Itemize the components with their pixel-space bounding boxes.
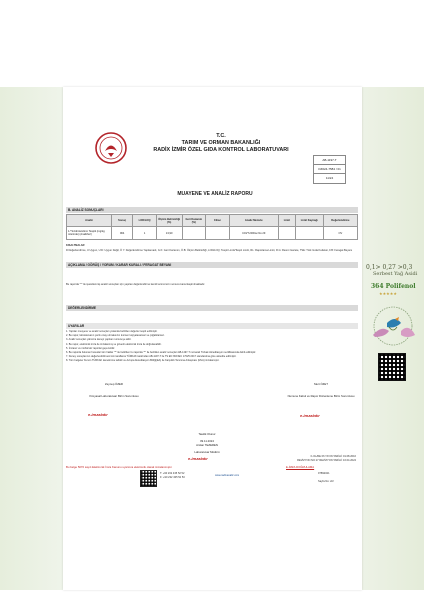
cell-evaluation: OV (323, 227, 357, 240)
polyphenol-value: 364 Polifenol (371, 283, 416, 290)
warning-item: 4. Bu rapor, elektronik imza ile imzalanmış ve güvenli elektronik imza ile doğrulanabilir. (66, 342, 162, 346)
right-signer-title: Numune Kabul ve Rapor Düzenleme Birim Sorumlusu (287, 394, 355, 398)
phone-2: F: +90 232 435 52 53 (160, 476, 185, 479)
cell-device (206, 227, 230, 240)
page-number: Sayfa No: 2/2 (318, 480, 334, 483)
section-warnings: UYARILAR (66, 323, 358, 329)
right-signature-block (286, 382, 356, 398)
center-signature-block (172, 432, 242, 454)
meta-report-number: OZ024-7584 / 01 (314, 165, 345, 174)
abbreviations-label: KISALTMALAR (66, 244, 85, 247)
side-qr-code (378, 353, 406, 381)
reference-number: 97892021 (318, 472, 330, 475)
asterisk-note: Bu raporda "*" ile işaretlenmiş analiz sonuçları için yapılan değerlendirme kendi tarımımızın sonucu kanunlaştırılmaktadır. (66, 283, 206, 286)
col-result: Sonuç (111, 215, 132, 227)
table-row (67, 227, 358, 240)
col-uncertainty: Ölçüm Belirsizliği (%) (156, 215, 182, 227)
left-background-band (0, 87, 63, 590)
contact-block (160, 472, 185, 480)
section-evaluation: DEĞERLENDİRME (66, 305, 358, 311)
col-evaluation: Değerlendirme (323, 215, 357, 227)
verification-qr-code (140, 470, 157, 487)
form-code-block (280, 455, 356, 463)
left-signer-name: Zeynep ÖZER (105, 382, 123, 386)
e-signature-notice: Bu belge 5070 sayılı Elektronik İmza Kanunu uyarınca elektronik olarak imzalanmıştır. (66, 465, 173, 469)
cell-analysis: 1-*Sızdırılandırıcı Tespiti (mg/kg üzerinde) (Analizleri) (67, 227, 112, 240)
results-table (66, 214, 358, 240)
rating-stars-icon: ★★★★★ (379, 291, 397, 296)
header-lab: RADİX İZMİR ÖZEL GIDA KONTROL LABORATUVARI (153, 147, 289, 153)
warning-item: 1. Yapılan muayene ve analiz sonuçları yukarıda belirtilen değerler tespit edilmiştir. (66, 330, 158, 333)
ministry-seal-icon (94, 131, 128, 165)
results-header-row (67, 215, 358, 227)
warning-item: 8. Tüm belgeler Kurum TÜRKAK denetimine tabidir ve Avrupa Akreditasyon Birliği(EA) ile Karşılıklı Tanınma Anlaşması (MLA) imzalamıştır. (66, 359, 220, 363)
phone-1: T: +90 232 435 52 52 (160, 472, 185, 475)
report-title: MUAYENE VE ANALİZ RAPORU (177, 191, 253, 197)
cell-limit-source (295, 227, 323, 240)
center-signer-title: Laboratuvar Müdürü (194, 450, 220, 454)
bird-badge-icon (367, 305, 419, 347)
col-recovery: Geri Kazanım (%) (182, 215, 206, 227)
warnings-list (66, 330, 358, 364)
header-ministry: TARIM VE ORMAN BAKANLIĞI (181, 140, 261, 146)
center-einz-stamp: e-imzalıdır (188, 456, 208, 461)
center-date: 09.11.2024 (200, 439, 214, 443)
right-einz-stamp: e-imzalıdır (300, 413, 320, 418)
col-analysis: Analiz (67, 215, 112, 227)
cell-limit (278, 227, 295, 240)
cell-lod: 1 (133, 227, 157, 240)
warning-item: 3. Analiz sonuçları yalnızca deneyi yapılan numuneye aittir. (66, 338, 132, 342)
acidity-ratio: 0,1> 0,27 >0,3 (366, 264, 413, 271)
warning-item: 2. Bu rapor, laboratuvarın yazılı onayı olmaksızın kısmen kopyalanamaz ve çoğaltılamaz. (66, 334, 165, 338)
center-issue-label: Tasdik Olunur (198, 432, 216, 436)
section-notes: AÇIKLAMA / GÖRÜŞ / YORUM / KARAR KURALI / FERAGAT BEYANI (66, 262, 358, 268)
cell-method: COI/T.20/Doc.No 29 (229, 227, 278, 240)
e-signature-verify-link[interactable]: E-İMZA DOĞRULAMA (286, 465, 315, 469)
warning-item: 5. İmzasız ve mühürsüz raporlar geçersizdir. (66, 346, 116, 350)
cell-result: 964 (111, 227, 132, 240)
abbreviations-text: D:Değerlendirme, U:Uygun, U:D: Uygun Değil, Ö Y: Değerlendirme Yapılamadı, G.K: Geri Kazanım, Ö.B: Ölçüm Belirsizliği, LOD/LOQ: Tespit Limiti/Tespit Limiti, RL: Raporlama Limiti, R.G: Resmi Gazete, TSE: Türk Gıda Kodeksi, F.B: Feragat Beyanı (66, 249, 353, 252)
report-header (131, 133, 311, 154)
report-meta-box (313, 155, 346, 184)
acidity-label: Serbest Yağ Asidi (373, 271, 418, 277)
center-signer-name: Arslan TEZEREN (196, 443, 218, 447)
col-device: Cihaz (206, 215, 230, 227)
header-tc: T.C. (216, 133, 226, 139)
col-method: Analiz Metodu (229, 215, 278, 227)
left-einz-stamp: e-imzalıdır (88, 412, 108, 417)
left-signer-title: Kimyasal Laboratuvarı Birim Sorumlusu (89, 394, 139, 398)
warning-item: 6. Bu raporda bulunan hususlar tüm haklar "*" ile belirtilen bu raporda "*" ile belirtilen analiz sonuçları AB-1197-T numaralı Türkak Akreditasyon sertifikasında dahil edilmiştir. (66, 351, 257, 355)
warning-item: 7. Deney sonuçlarının değerlendirilmesi tüm taraflarca TÜRKAK tarafından AB-1197-T ile TS EN ISO/IEC 17025:2017 standardına göre akredite edilmiştir. (66, 355, 237, 359)
form-code: F-OL/RE 06 YAYIN TARİHİ: 01.08.2016 (310, 455, 356, 458)
col-limit: Limit (278, 215, 295, 227)
cell-uncertainty: 13,90 (156, 227, 182, 240)
right-signer-name: Mert ÖZET (314, 382, 328, 386)
website-link[interactable]: www.radixanaliz.com (215, 474, 240, 477)
cell-recovery (182, 227, 206, 240)
form-revision: REVİZYON NO:17 REVİZYON TARİHİ: 16.04.2024 (297, 459, 356, 462)
col-limit-source: Limit Kaynağı (295, 215, 323, 227)
col-lod: LOD/LOQ (133, 215, 157, 227)
meta-date: 11/24 (325, 176, 334, 180)
section-results: B. ANALİZ SONUÇLARI (66, 207, 358, 213)
meta-accreditation: AB-1197-T (314, 156, 345, 165)
left-signature-block (84, 382, 144, 398)
